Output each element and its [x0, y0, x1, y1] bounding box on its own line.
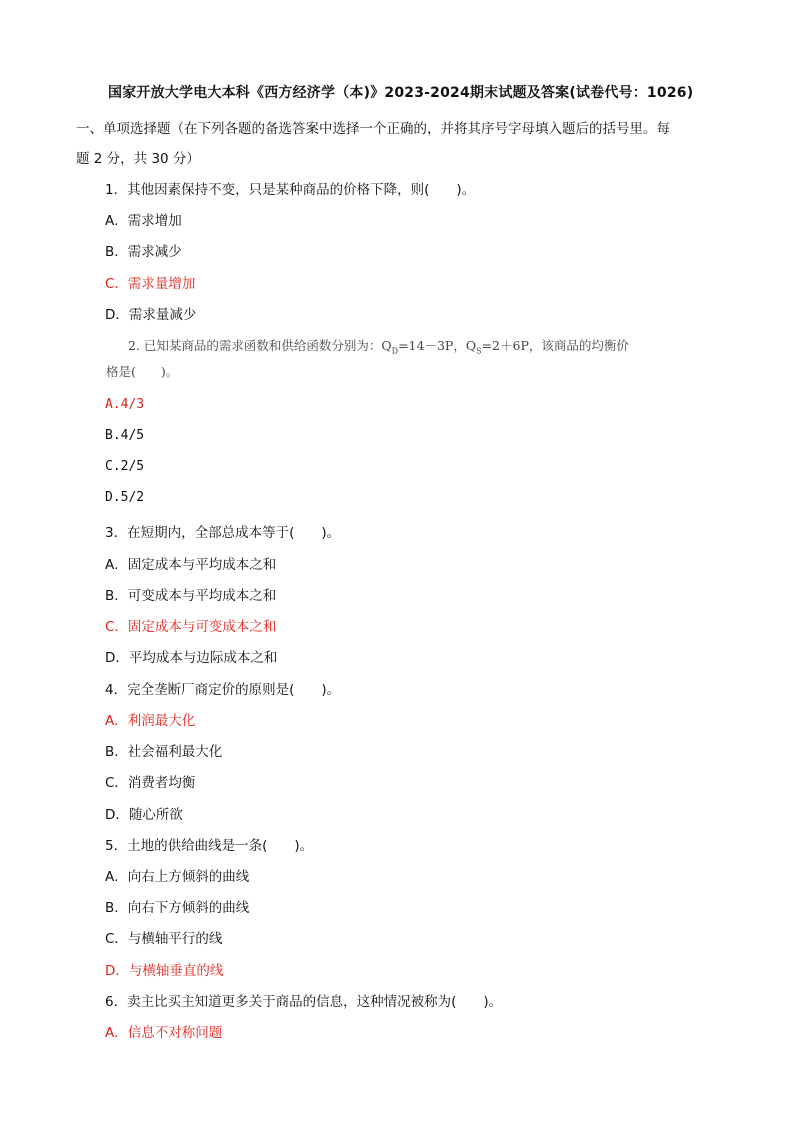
question-5-option-c: C．与横轴平行的线	[105, 931, 223, 947]
question-2-option-d: D.5/2	[105, 490, 145, 505]
section-instruction	[76, 114, 736, 174]
question-2-option-c: C.2/5	[105, 459, 145, 474]
question-3-option-c-answer: C．固定成本与可变成本之和	[105, 619, 277, 635]
question-4-option-d: D．随心所欲	[105, 807, 183, 823]
question-6-option-a-answer: A．信息不对称问题	[105, 1025, 223, 1041]
question-2-subscript-d: D	[391, 346, 399, 356]
section-instruction-line-2: 题 2 分，共 30 分）	[76, 151, 200, 167]
section-instruction-line-1: 一、单项选择题（在下列各题的备选答案中选择一个正确的，并将其序号字母填入题后的括号里。每	[76, 121, 670, 137]
question-1-option-c-answer: C．需求量增加	[105, 276, 196, 292]
question-3-stem: 3．在短期内，全部总成本等于( )。	[105, 525, 341, 541]
question-1-option-b: B．需求减少	[105, 244, 182, 260]
question-4-option-a-answer: A．利润最大化	[105, 713, 196, 729]
question-2-stem-line-1	[128, 336, 629, 356]
question-5-option-d-answer: D．与横轴垂直的线	[105, 963, 224, 979]
question-3-option-d: D．平均成本与边际成本之和	[105, 650, 278, 666]
question-2-subscript-s: S	[476, 346, 482, 356]
question-1-option-d: D．需求量减少	[105, 307, 197, 323]
question-4-stem: 4．完全垄断厂商定价的原则是( )。	[105, 682, 341, 698]
question-4-option-b: B．社会福利最大化	[105, 744, 223, 760]
question-3-option-b: B．可变成本与平均成本之和	[105, 588, 277, 604]
question-2-stem-line-2: 格是( )。	[106, 364, 179, 379]
question-2-stem-part-3: =2＋6P，该商品的均衡价	[481, 338, 629, 353]
question-2-option-a-answer: A.4/3	[105, 397, 145, 412]
exam-title: 国家开放大学电大本科《西方经济学（本)》2023-2024期末试题及答案(试卷代号：1026)	[108, 85, 694, 101]
question-6-stem: 6．卖主比买主知道更多关于商品的信息，这种情况被称为( )。	[105, 994, 503, 1010]
question-3-option-a: A．固定成本与平均成本之和	[105, 557, 277, 573]
question-2-option-b: B.4/5	[105, 428, 145, 443]
question-2-stem-part-1: 2. 已知某商品的需求函数和供给函数分别为：Q	[128, 338, 392, 353]
question-2-stem-part-2: =14－3P，Q	[398, 338, 477, 353]
question-5-stem: 5．土地的供给曲线是一条( )。	[105, 838, 314, 854]
question-1-stem: 1．其他因素保持不变，只是某种商品的价格下降，则( )。	[105, 182, 476, 198]
question-1-option-a: A．需求增加	[105, 213, 182, 229]
question-5-option-a: A．向右上方倾斜的曲线	[105, 869, 250, 885]
question-5-option-b: B．向右下方倾斜的曲线	[105, 900, 250, 916]
question-4-option-c: C．消费者均衡	[105, 775, 196, 791]
